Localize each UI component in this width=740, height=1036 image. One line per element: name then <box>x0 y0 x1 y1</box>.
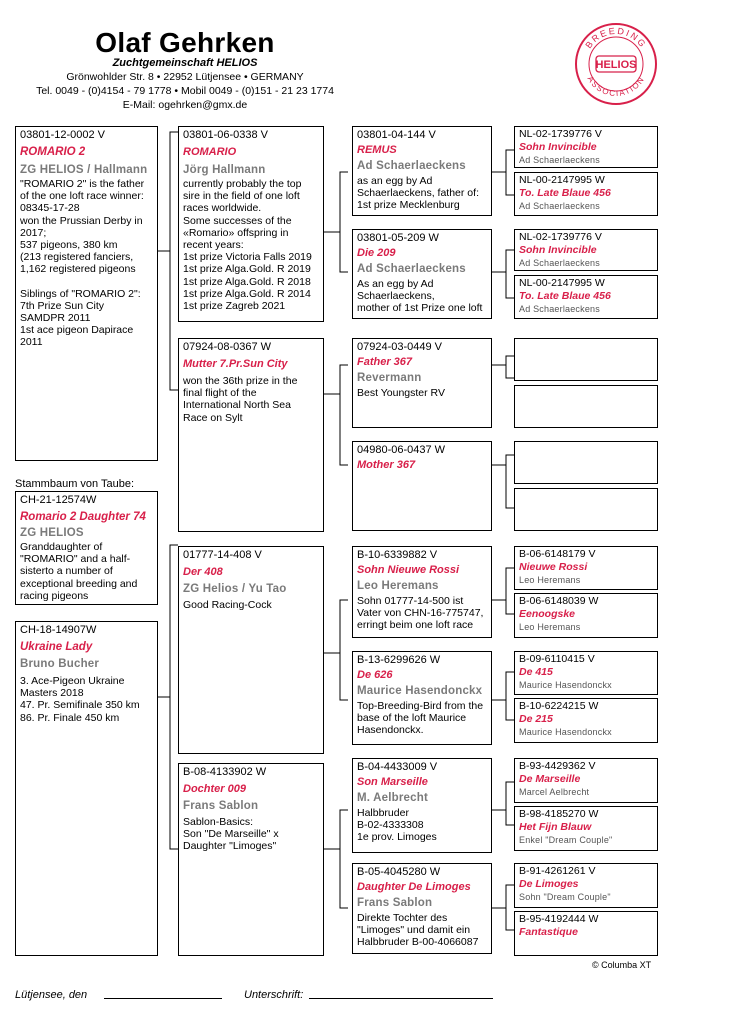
ring-number: 03801-05-209 W <box>357 232 439 244</box>
pigeon-name: Dochter 009 <box>183 783 246 795</box>
pigeon-description: Direkte Tochter des "Limoges" und damit ein Halbbruder B-00-4066087 <box>357 912 479 949</box>
pigeon-card-ggg <box>514 698 658 743</box>
pigeon-owner: ZG Helios / Yu Tao <box>183 583 287 595</box>
pigeon-name: De 626 <box>357 669 393 681</box>
ring-number: 03801-04-144 V <box>357 129 436 141</box>
pigeon-name: Mutter 7.Pr.Sun City <box>183 358 288 370</box>
pigeon-owner: Enkel "Dream Couple" <box>519 835 613 845</box>
pigeon-name: Die 209 <box>357 247 396 259</box>
pigeon-description: won the 36th prize in the final flight of the International North Sea Race on Sylt <box>183 375 298 424</box>
pigeon-description: Top-Breeding-Bird from the base of the loft Maurice Hasendonckx. <box>357 700 484 737</box>
pigeon-card-gg6 <box>352 651 492 745</box>
pigeon-card-g2-dam <box>178 763 324 956</box>
ring-number: CH-18-14907W <box>20 624 97 636</box>
pigeon-owner: Ad Schaerlaeckens <box>519 155 600 165</box>
ring-number: NL-00-2147995 W <box>519 277 605 289</box>
pigeon-owner: Maurice Hasendonckx <box>519 680 612 690</box>
pigeon-name: De Limoges <box>519 878 579 890</box>
pigeon-name: De Marseille <box>519 773 581 785</box>
pigeon-card-ggg <box>514 651 658 695</box>
ring-number: B-06-6148179 V <box>519 548 596 560</box>
pigeon-card-ggg <box>514 229 658 271</box>
pigeon-name: Fantastique <box>519 926 578 938</box>
ring-number: B-10-6224215 W <box>519 700 599 712</box>
pigeon-owner: Ad Schaerlaeckens <box>357 160 466 172</box>
ring-number: 03801-12-0002 V <box>20 129 106 141</box>
pigeon-card-daughter <box>15 491 158 605</box>
pigeon-owner: ZG HELIOS / Hallmann <box>20 164 148 176</box>
place-date-line <box>104 998 222 999</box>
pigeon-card-ggg-empty <box>514 488 658 531</box>
pigeon-owner: Leo Heremans <box>519 622 581 632</box>
pigeon-description: Best Youngster RV <box>357 387 445 399</box>
pigeon-description: 3. Ace-Pigeon Ukraine Masters 2018 47. Pr. Semifinale 350 km 86. Pr. Finale 450 km <box>20 675 140 724</box>
pigeon-card-gg2 <box>352 229 492 319</box>
pigeon-card-ggg <box>514 126 658 168</box>
pigeon-card-ggg <box>514 593 658 638</box>
pigeon-card-ggg <box>514 172 658 216</box>
pigeon-name: Sohn Invincible <box>519 244 597 256</box>
pigeon-owner: Frans Sablon <box>357 897 433 909</box>
ring-number: CH-21-12574W <box>20 494 97 506</box>
pigeon-card-ggg <box>514 911 658 956</box>
pigeon-card-gg3 <box>352 338 492 428</box>
breeder-name: Olaf Gehrken <box>95 27 275 58</box>
pigeon-description: currently probably the top sire in the field of one loft races worldwide. Some successes of the «Romario» offspring in recent years: 1st prize Victoria Falls 2019 1st prize Alga.Gold. R 2019 1st prize Alga.Gold. R 2018 1st prize Alga.Gold. R 2014 1st prize Zagreb 2021 <box>183 178 312 313</box>
pigeon-owner: Maurice Hasendonckx <box>357 685 483 697</box>
ring-number: 01777-14-408 V <box>183 549 262 561</box>
pigeon-owner: Marcel Aelbrecht <box>519 787 590 797</box>
pigeon-name: Het Fijn Blauw <box>519 821 592 833</box>
pigeon-owner: Maurice Hasendonckx <box>519 727 612 737</box>
ring-number: B-98-4185270 W <box>519 808 599 820</box>
pigeon-card-dam <box>15 621 158 956</box>
stamp-top-text: BREEDING <box>583 25 649 51</box>
ring-number: B-06-6148039 W <box>519 595 599 607</box>
pigeon-description: Sablon-Basics: Son "De Marseille" x Daughter "Limoges" <box>183 816 279 853</box>
pigeon-name: Daughter De Limoges <box>357 881 471 893</box>
pigeon-name: De 215 <box>519 713 553 725</box>
pigeon-name: Sohn Nieuwe Rossi <box>357 564 460 576</box>
pigeon-name: Eenoogske <box>519 608 576 620</box>
pigeon-owner: Frans Sablon <box>183 800 259 812</box>
pigeon-description: as an egg by Ad Schaerlaeckens, father of: 1st prize Mecklenburg <box>357 175 479 212</box>
ring-number: B-09-6110415 V <box>519 653 595 665</box>
svg-text:BREEDING <box>583 26 648 50</box>
pigeon-card-ggg-empty <box>514 385 658 428</box>
pigeon-name: ROMARIO <box>183 146 237 158</box>
pigeon-owner: Revermann <box>357 372 422 384</box>
ring-number: NL-00-2147995 W <box>519 174 605 186</box>
pigeon-owner: Ad Schaerlaeckens <box>519 304 600 314</box>
pigeon-description: Good Racing-Cock <box>183 599 272 611</box>
pigeon-card-ggg <box>514 806 658 851</box>
svg-text:ASSOCIATION <box>586 75 647 99</box>
pigeon-card-g1-sire <box>178 126 324 322</box>
pigeon-name: Der 408 <box>183 566 223 578</box>
pigeon-name: Sohn Invincible <box>519 141 597 153</box>
ring-number: 07924-03-0449 V <box>357 341 443 353</box>
ring-number: NL-02-1739776 V <box>519 231 602 243</box>
pigeon-card-ggg <box>514 758 658 803</box>
pigeon-description: "ROMARIO 2" is the father of the one loft race winner: 08345-17-28 won the Prussian Derby in 2017; 537 pigeons, 380 km (213 registered fanciers, 1,162 registered pigeons Siblings of "ROMARIO 2": 7th Prize Sun City SAMDPR 2011 1st ace pigeon Dapirace 2011 <box>20 178 145 349</box>
ring-number: 07924-08-0367 W <box>183 341 272 353</box>
pigeon-card-gg4 <box>352 441 492 531</box>
ring-number: B-04-4433009 V <box>357 761 438 773</box>
pigeon-owner: Leo Heremans <box>357 580 439 592</box>
pigeon-card-g1-dam <box>178 338 324 532</box>
ring-number: 04980-06-0437 W <box>357 444 446 456</box>
stamp-center-text: HELIOS <box>595 59 637 71</box>
pigeon-description: As an egg by Ad Schaerlaeckens, mother of 1st Prize one loft <box>357 278 483 315</box>
breeder-phone: Tel. 0049 - (0)4154 - 79 1778 • Mobil 0049 - (0)151 - 21 23 1774 <box>36 85 334 97</box>
pigeon-card-ggg-empty <box>514 338 658 381</box>
ring-number: 03801-06-0338 V <box>183 129 269 141</box>
pigeon-owner: M. Aelbrecht <box>357 792 428 804</box>
pigeon-name: Son Marseille <box>357 776 428 788</box>
pigeon-owner: Ad Schaerlaeckens <box>519 258 600 268</box>
breeder-email: E-Mail: ogehrken@gmx.de <box>122 99 248 111</box>
breeder-subtitle: Zuchtgemeinschaft HELIOS <box>112 57 258 69</box>
pigeon-name: ROMARIO 2 <box>20 146 86 158</box>
pigeon-owner: Ad Schaerlaeckens <box>519 201 600 211</box>
pigeon-owner: Jörg Hallmann <box>183 164 266 176</box>
copyright-text: © Columba XT <box>592 960 652 970</box>
pigeon-card-gg5 <box>352 546 492 638</box>
stamp-bottom-text: ASSOCIATION <box>585 74 647 99</box>
ring-number: B-13-6299626 W <box>357 654 441 666</box>
pigeon-description: Halbbruder B-02-4333308 1e prov. Limoges <box>357 807 437 844</box>
ring-number: B-05-4045280 W <box>357 866 441 878</box>
pigeon-card-sire <box>15 126 158 461</box>
pigeon-name: De 415 <box>519 666 553 678</box>
signature-line <box>309 998 493 999</box>
helios-stamp-logo <box>574 22 658 106</box>
ring-number: NL-02-1739776 V <box>519 128 602 140</box>
pigeon-owner: ZG HELIOS <box>20 527 84 539</box>
pigeon-name: Ukraine Lady <box>20 641 93 653</box>
pigeon-card-ggg <box>514 863 658 908</box>
pigeon-name: Nieuwe Rossi <box>519 561 588 573</box>
pigeon-name: Romario 2 Daughter 74 <box>20 511 146 523</box>
pigeon-name: To. Late Blaue 456 <box>519 290 611 302</box>
place-date-label: Lütjensee, den <box>15 989 88 1001</box>
pigeon-owner: Bruno Bucher <box>20 658 100 670</box>
pigeon-card-gg7 <box>352 758 492 853</box>
ring-number: B-91-4261261 V <box>519 865 596 877</box>
pigeon-description: Granddaughter of "ROMARIO" and a half- sisterto a number of exceptional breeding and racing pigeons <box>20 541 138 602</box>
signature-label: Unterschrift: <box>244 989 304 1001</box>
pigeon-card-gg8 <box>352 863 492 954</box>
pigeon-owner: Sohn "Dream Couple" <box>519 892 611 902</box>
pigeon-card-g2-sire <box>178 546 324 754</box>
pigeon-description: Sohn 01777-14-500 ist Vater von CHN-16-775747, erringt beim one loft race <box>357 595 484 632</box>
ring-number: B-08-4133902 W <box>183 766 267 778</box>
breeder-address: Grönwohlder Str. 8 • 22952 Lütjensee • GERMANY <box>66 71 304 83</box>
pigeon-name: Mother 367 <box>357 459 416 471</box>
ring-number: B-95-4192444 W <box>519 913 599 925</box>
pigeon-card-gg1 <box>352 126 492 216</box>
pigeon-card-ggg <box>514 546 658 590</box>
pigeon-name: Father 367 <box>357 356 413 368</box>
pigeon-owner: Ad Schaerlaeckens <box>357 263 466 275</box>
ring-number: B-93-4429362 V <box>519 760 596 772</box>
ring-number: B-10-6339882 V <box>357 549 438 561</box>
pigeon-card-ggg-empty <box>514 441 658 484</box>
pigeon-name: REMUS <box>357 144 397 156</box>
stammbaum-label: Stammbaum von Taube: <box>15 478 135 490</box>
pigeon-name: To. Late Blaue 456 <box>519 187 611 199</box>
pigeon-owner: Leo Heremans <box>519 575 581 585</box>
pigeon-card-ggg <box>514 275 658 319</box>
